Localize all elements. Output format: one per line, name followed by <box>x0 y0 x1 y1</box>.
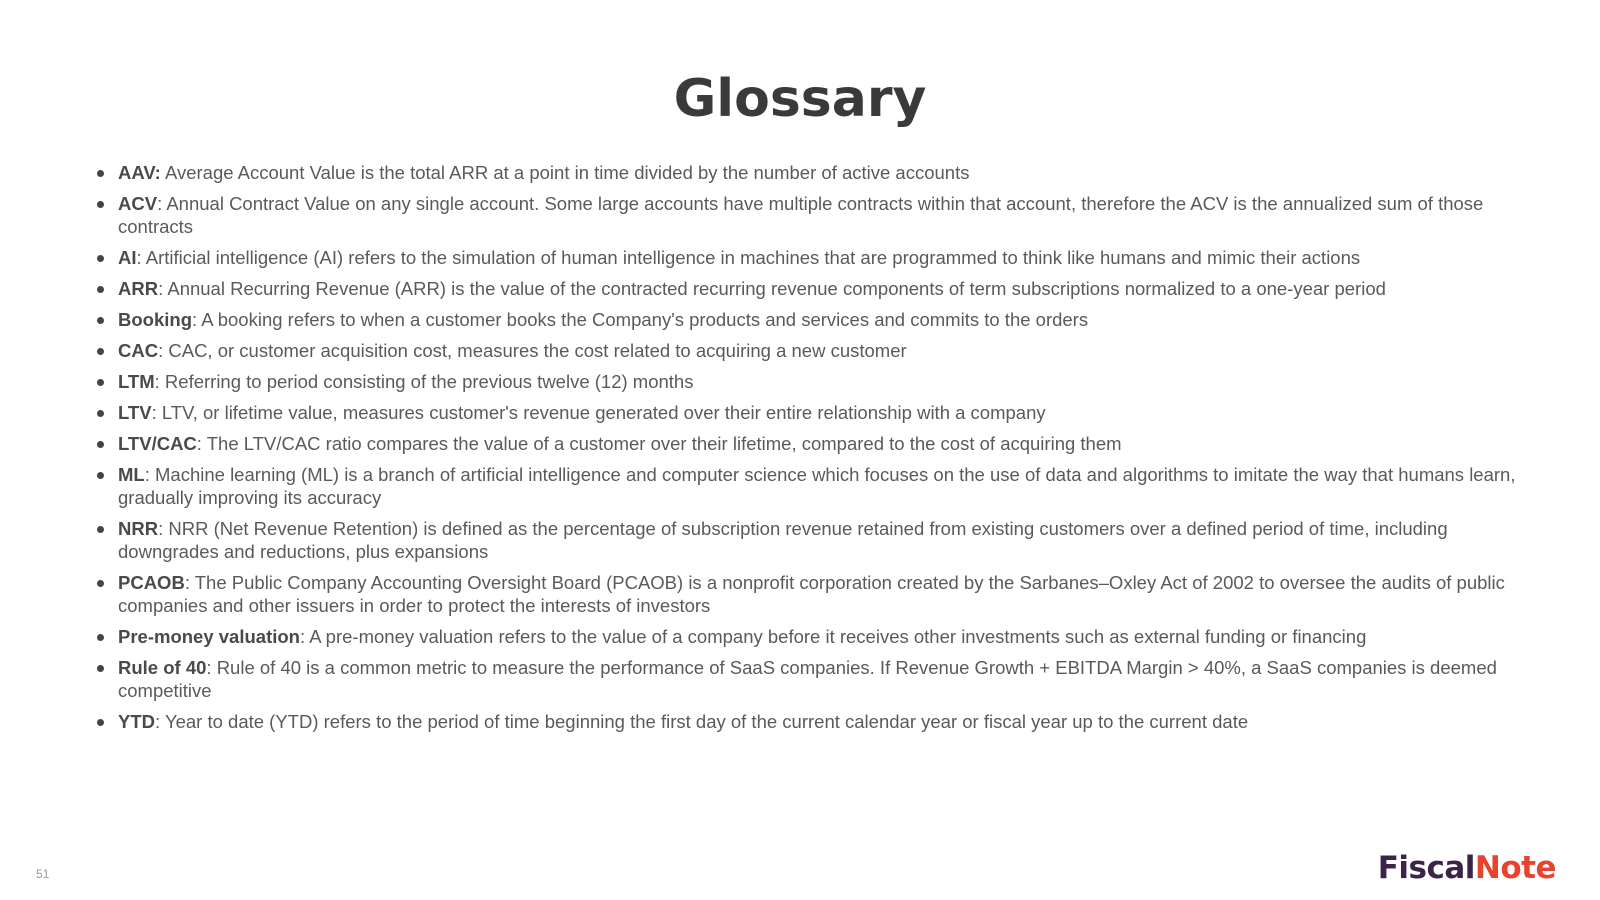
glossary-item-aav <box>96 161 1516 184</box>
bullet-icon <box>97 170 104 177</box>
glossary-term: YTD <box>118 711 155 732</box>
glossary-term: AAV: <box>118 162 161 183</box>
glossary-item-cac <box>96 339 1516 362</box>
glossary-item-ltv <box>96 401 1516 424</box>
bullet-icon <box>97 348 104 355</box>
glossary-term: CAC <box>118 340 159 361</box>
glossary-item-ltm <box>96 370 1516 393</box>
fiscalnote-logo <box>1378 850 1556 886</box>
glossary-definition: : Annual Contract Value on any single account. Some large accounts have multiple contracts within that account, therefore the ACV is the annualized sum of those contracts <box>118 193 1484 237</box>
glossary-term: AI <box>118 247 137 268</box>
glossary-definition: : Year to date (YTD) refers to the period of time beginning the first day of the current calendar year or fiscal year up to the current date <box>155 711 1249 732</box>
bullet-icon <box>97 255 104 262</box>
glossary-term: PCAOB <box>118 572 185 593</box>
bullet-icon <box>97 410 104 417</box>
glossary-term: Pre-money valuation <box>118 626 300 647</box>
glossary-definition: : Machine learning (ML) is a branch of artificial intelligence and computer science which focuses on the use of data and algorithms to imitate the way that humans learn, gradually improving its accuracy <box>118 464 1516 508</box>
glossary-item-nrr <box>96 517 1516 563</box>
bullet-icon <box>97 201 104 208</box>
glossary-term: Rule of 40 <box>118 657 207 678</box>
bullet-icon <box>97 441 104 448</box>
glossary-definition: : The Public Company Accounting Oversight Board (PCAOB) is a nonprofit corporation created by the Sarbanes–Oxley Act of 2002 to oversee the audits of public companies and other issuers in order to protect the interests of investors <box>118 572 1505 616</box>
glossary-term: LTV <box>118 402 152 423</box>
glossary-definition: : The LTV/CAC ratio compares the value of a customer over their lifetime, compared to the cost of acquiring them <box>196 433 1122 454</box>
logo-note-text: Note <box>1474 850 1556 886</box>
glossary-item-ml <box>96 463 1516 509</box>
glossary-term: LTM <box>118 371 155 392</box>
glossary-definition: : A booking refers to when a customer books the Company's products and services and commits to the orders <box>192 309 1089 330</box>
page-number: 51 <box>36 867 50 881</box>
glossary-item-pcaob <box>96 571 1516 617</box>
bullet-icon <box>97 526 104 533</box>
bullet-icon <box>97 286 104 293</box>
glossary-item-ai <box>96 246 1516 269</box>
glossary-item-booking <box>96 308 1516 331</box>
glossary-item-arr <box>96 277 1516 300</box>
glossary-item-pre-money-valuation <box>96 625 1516 648</box>
bullet-icon <box>97 317 104 324</box>
bullet-icon <box>97 665 104 672</box>
bullet-icon <box>97 719 104 726</box>
glossary-item-ytd <box>96 710 1516 733</box>
logo-fiscal-text: Fiscal <box>1377 850 1475 886</box>
glossary-term: Booking <box>118 309 192 330</box>
glossary-term: LTV/CAC <box>118 433 197 454</box>
glossary-definition: : Artificial intelligence (AI) refers to the simulation of human intelligence in machines that are programmed to think like humans and mimic their actions <box>136 247 1361 268</box>
bullet-icon <box>97 472 104 479</box>
glossary-term: NRR <box>118 518 159 539</box>
bullet-icon <box>97 379 104 386</box>
page-title: Glossary <box>673 69 927 129</box>
glossary-definition: : NRR (Net Revenue Retention) is defined as the percentage of subscription revenue retained from existing customers over a defined period of time, including downgrades and reductions, plus expansions <box>118 518 1448 562</box>
glossary-term: ML <box>118 464 145 485</box>
bullet-icon <box>97 580 104 587</box>
glossary-term: ACV <box>118 193 158 214</box>
glossary-definition: : LTV, or lifetime value, measures customer's revenue generated over their entire relationship with a company <box>151 402 1046 423</box>
glossary-term: ARR <box>118 278 159 299</box>
glossary-definition: : A pre-money valuation refers to the value of a company before it receives other investments such as external funding or financing <box>299 626 1367 647</box>
glossary-definition: : CAC, or customer acquisition cost, measures the cost related to acquiring a new customer <box>158 340 907 361</box>
glossary-definition: : Referring to period consisting of the previous twelve (12) months <box>154 371 694 392</box>
glossary-list <box>96 161 1516 741</box>
glossary-item-ltv-cac <box>96 432 1516 455</box>
glossary-item-rule-of-40 <box>96 656 1516 702</box>
glossary-definition: : Rule of 40 is a common metric to measure the performance of SaaS companies. If Revenue Growth + EBITDA Margin > 40%, a SaaS companies is deemed competitive <box>118 657 1497 701</box>
glossary-definition: : Annual Recurring Revenue (ARR) is the value of the contracted recurring revenue components of term subscriptions normalized to a one-year period <box>158 278 1386 299</box>
glossary-definition: Average Account Value is the total ARR at a point in time divided by the number of active accounts <box>160 162 970 183</box>
glossary-item-acv <box>96 192 1516 238</box>
bullet-icon <box>97 634 104 641</box>
